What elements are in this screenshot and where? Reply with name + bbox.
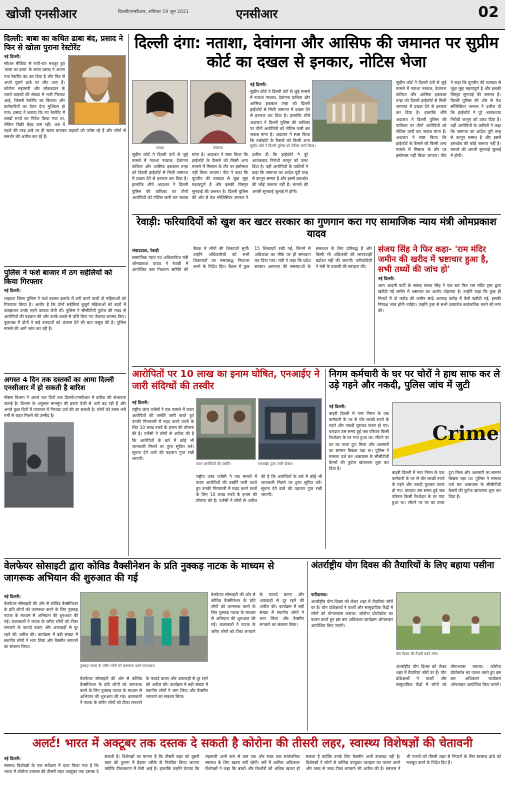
- photo-caption: नुक्कड़ नाटक के जरिए लोगों को जागरूक करते कलाकार।: [80, 664, 156, 668]
- nigam-story-byline: नई दिल्ली।: [329, 403, 346, 409]
- photo-caption: नताशा: [155, 146, 165, 150]
- yoga-story: [311, 561, 501, 572]
- yoga-story-body: अंतर्राष्ट्रीय योग दिवस को लेकर शहर में तैयारियां जोरों पर हैं। योग प्रशिक्षकों ने पार्कों और सामुदायिक केंद्रों में लोगों को योगाभ्यास कराया। कोरोना प्रोटोकॉल का पालन करते हुए इस बार अधिकतर कार्यक्रम ऑनलाइन आयोजित किए जाएंगे।: [396, 664, 501, 688]
- rewari-story-body: सामाजिक न्याय एवं अधिकारिता मंत्री ओमप्रकाश यादव ने रेवाड़ी में आयोजित कष्ट निवारण समिति की बैठक में लोगों की शिकायतें सुनीं। उन्होंने अधिकारियों को सभी शिकायतों का समयबद्ध निपटारा करने के निर्देश दिए। बैठक में कुल 15 शिकायतें रखी गईं, जिनमें से अधिकांश का मौके पर ही समाधान कर दिया गया। मंत्री ने कहा कि प्रदेश सरकार आमजन की समस्याओं के समाधान के लिए प्रतिबद्ध है और किसी भी अधिकारी की लापरवाही बर्दाश्त नहीं की जाएगी। फरियादियों ने मंत्री के प्रयासों की सराहना की।: [132, 246, 372, 273]
- divider: [4, 733, 501, 734]
- baba-photo: [68, 55, 126, 125]
- rewari-story: [132, 217, 501, 241]
- rewari-story-headline: रेवाड़ी: फरियादियों को खुश कर खटर सरकार का गुणगान करा गए सामाजिक न्याय मंत्री ओमप्रकाश यादव: [136, 217, 497, 240]
- masthead: [0, 0, 505, 30]
- page-number: 02: [478, 3, 499, 21]
- photo-caption: योग दिवस की तैयारी करते लोग।: [396, 652, 439, 656]
- sanjay-story-body: आम आदमी पार्टी के सांसद संजय सिंह ने एक बार फिर राम मंदिर ट्रस्ट द्वारा खरीदी गई जमीन में भ्रष्टाचार का आरोप दोहराया है। उन्होंने कहा कि कुछ ही मिनटों में दो करोड़ की जमीन साढ़े अठारह करोड़ में कैसे खरीदी गई, इसकी निष्पक्ष जांच होनी चाहिए। उन्होंने ट्रस्ट से सभी दस्तावेज सार्वजनिक करने की मांग की।: [378, 283, 501, 313]
- nia-story-body: राष्ट्रीय जांच एजेंसी ने एक मामले में फरार आरोपितों की तस्वीरें जारी करते हुए उनकी गिरफ्तारी में मदद करने वालों के लिए 10 लाख रुपये के इनाम की घोषणा की है। एजेंसी ने लोगों से अपील की है कि आरोपितों के बारे में कोई भी जानकारी मिलने पर तुरंत सूचित करें। सूचना देने वाले की पहचान गुप्त रखी जाएगी।: [132, 407, 194, 461]
- left-story: [4, 34, 126, 264]
- vaccine-story-headline: वेलफेयर सोसाइटी द्वारा कोविड वैक्सीनेशन के प्रति नुक्कड़ नाटक के माध्यम से जागरूक अभियान की शुरुआत की गई: [4, 561, 275, 584]
- yoga-story-headline: अंतर्राष्ट्रीय योग दिवस की तैयारियों के लिए बहाया पसीना: [311, 561, 495, 571]
- main-story-text-2: [132, 152, 308, 212]
- vaccine-story: [4, 561, 304, 584]
- covid-alert-story: [4, 736, 501, 750]
- main-story-text-3: [396, 80, 501, 212]
- photo-caption: एनआईए द्वारा जारी पोस्टर।: [258, 462, 294, 466]
- sanjay-story: [378, 244, 501, 364]
- nigam-story-headline: निगम कर्मचारी के घर पर चोरों ने हाथ साफ कर ले उड़े गहने और नकदी, पुलिस जांच में जुटी: [329, 369, 500, 392]
- photo-caption: फरार आरोपितों की तस्वीरें।: [196, 462, 231, 466]
- divider: [132, 214, 501, 215]
- covid-alert-text: [4, 754, 501, 798]
- rain-photo: [4, 422, 74, 508]
- crime-photo: [392, 402, 501, 466]
- aug-story-headline: अगस्त 4 दिन तक दस्तकों का आमा दिल्ली एनसीआर में हो सकती है बारिश: [4, 376, 114, 393]
- column-rule: [307, 561, 308, 731]
- sanjay-story-headline: संजय सिंह ने फिर कहा- 'राम मंदिर जमीन की खरीद में भ्रष्टाचार हुआ है, सभी तथ्यों की जांच हो': [378, 244, 489, 275]
- suspects-photo: [196, 398, 256, 460]
- main-story-byline: नई दिल्ली।: [250, 81, 267, 87]
- yoga-story-text-2: [396, 664, 501, 730]
- crime-photo-text: Crime: [432, 421, 499, 445]
- divider: [4, 558, 501, 559]
- newspaper-logo: खोजी एनसीआर: [6, 7, 77, 21]
- nia-poster-photo: [258, 398, 322, 460]
- main-story-text-1: [250, 80, 310, 142]
- left-story-body: सोशल मीडिया से रातों-रात मशहूर हुए 'बाबा का ढाबा' के कांता प्रसाद ने अपना नया रेस्टोरेंट बंद कर दिया है और फिर से अपने पुराने ढाबे पर लौट आए हैं। कोरोना महामारी और लॉकडाउन के चलते ग्राहकों की संख्या में भारी गिरावट आई, जिससे रेस्टोरेंट का किराया और कर्मचारियों का वेतन देना मुश्किल हो गया। प्रसाद ने बताया कि नए रेस्टोरेंट में लाखों रुपये का निवेश किया गया था, लेकिन बिक्री बेहद कम रही। अब वे पहले की तरह ढाबे पर ही खाना बनाकर ग्राहकों को परोस रहे हैं और लोगों से समर्थन की अपील कर रहे हैं।: [4, 61, 126, 140]
- nia-story-text-2: [196, 474, 322, 548]
- nigam-story-body: बाहरी दिल्ली में नगर निगम के एक कर्मचारी के घर से चोर लाखों रुपये के गहने और नकदी चुराकर फरार हो गए। वारदात उस समय हुई जब परिवार किसी रिश्तेदार के घर गया हुआ था। लौटने पर घर का ताला टूटा मिला और अलमारी का सामान बिखरा पड़ा था। पुलिस ने मामला दर्ज कर आसपास के सीसीटीवी कैमरों की फुटेज खंगालना शुरू कर दिया है।: [392, 470, 501, 506]
- vaccine-story-text-2: [80, 676, 208, 730]
- nigam-story-text: [329, 402, 389, 549]
- police-story-byline: नई दिल्ली।: [4, 288, 21, 294]
- vaccine-story-body: वेलफेयर सोसाइटी की ओर से कोविड वैक्सीनेशन के प्रति लोगों को जागरूक करने के लिए नुक्कड़ नाटक के माध्यम से अभियान की शुरुआत की गई। कलाकारों ने नाटक के जरिए लोगों को टीका लगवाने के फायदे बताए और अफवाहों से दूर रहने की अपील की। कार्यक्रम में बड़ी संख्या में स्थानीय लोगों ने भाग लिया और वैक्सीन लगवाने का संकल्प लिया।: [4, 601, 78, 649]
- nigam-story-body: बाहरी दिल्ली में नगर निगम के एक कर्मचारी के घर से चोर लाखों रुपये के गहने और नकदी चुराकर फरार हो गए। वारदात उस समय हुई जब परिवार किसी रिश्तेदार के घर गया हुआ था। लौटने पर घर का ताला टूटा मिला और अलमारी का सामान बिखरा पड़ा था। पुलिस ने मामला दर्ज कर आसपास के सीसीटीवी कैमरों की फुटेज खंगालना शुरू कर दिया है।: [329, 411, 389, 471]
- street-play-photo: [80, 592, 208, 662]
- nia-story: [132, 369, 322, 392]
- police-story-body: शाहदरा जिला पुलिस ने फर्श बाजार इलाके में ठगी करने वाली दो महिलाओं को गिरफ्तार किया है। आरोप है कि दोनों सहेलियां बुजुर्ग महिलाओं को बातों में उलझाकर उनके गहने उतरवा लेती थीं। पुलिस ने सीसीटीवी फुटेज की मदद से आरोपियों की पहचान की और उनके कब्जे से चोरी किए गए जेवरात बरामद किए। पूछताछ में दोनों ने कई वारदातों को अंजाम देने की बात कबूल की है। पुलिस मामले की आगे जांच कर रही है।: [4, 295, 126, 332]
- covid-alert-body: स्वास्थ्य विशेषज्ञों के एक सर्वेक्षण में दावा किया गया है कि भारत में कोरोना वायरस की तीसरी लहर अक्टूबर तक दस्तक दे सकती है। विशेषज्ञों का मानना है कि तीसरी लहर को दूसरी लहर की तुलना में बेहतर तरीके से नियंत्रित किया जाएगा क्योंकि टीकाकरण में तेजी आई है। हालांकि उन्होंने चेताया कि महामारी अभी कम से कम एक और साल तक सार्वजनिक स्वास्थ्य के लिए खतरा बनी रहेगी। सर्वे में शामिल अधिकतर विशेषज्ञों ने कहा कि बच्चों और किशोरों को अधिक खतरा हो सकता है क्योंकि उनके लिए वैक्सीन अभी उपलब्ध नहीं है। विशेषज्ञों ने लोगों से कोविड उपयुक्त व्यवहार का पालन करने और जल्द से जल्द टीका लगवाने की अपील की है। सरकार ने भी राज्यों को तीसरी लहर से निपटने के लिए स्वास्थ्य ढांचे को मजबूत करने के निर्देश दिए हैं।: [4, 754, 501, 775]
- yoga-photo: [396, 592, 501, 650]
- covid-alert-byline: नई दिल्ली।: [4, 755, 21, 761]
- supreme-court-photo: [312, 80, 392, 142]
- vaccine-story-text: [4, 592, 78, 730]
- devangana-photo: [190, 80, 246, 144]
- column-rule: [128, 34, 129, 556]
- column-rule: [374, 246, 375, 364]
- main-story-body: सुप्रीम कोर्ट ने दिल्ली दंगों से जुड़े मामले में नताशा नरवाल, देवांगना कलिता और आसिफ इकबाल तन्हा को दिल्ली हाईकोर्ट से मिली जमानत में दखल देने से इनकार कर दिया है। हालांकि शीर्ष अदालत ने दिल्ली पुलिस की याचिका पर तीनों आरोपियों को नोटिस जारी कर जवाब मांगा है। अदालत ने स्पष्ट किया कि हाईकोर्ट के फैसले को किसी अन्य: [250, 89, 310, 142]
- yoga-story-byline: फरीदाबाद।: [311, 591, 328, 597]
- yoga-story-text: [311, 590, 393, 730]
- vaccine-story-text-3: [211, 592, 304, 730]
- main-story: [132, 34, 501, 72]
- covid-alert-headline: अलर्ट! भारत में अक्टूबर तक दस्तक दे सकती है कोरोना की तीसरी लहर, स्वास्थ्य विशेषज्ञों की चेतावनी: [32, 736, 473, 750]
- aug-story: [4, 376, 126, 556]
- nigam-story-text-2: [392, 470, 501, 549]
- nia-story-byline: नई दिल्ली।: [132, 399, 149, 405]
- column-rule: [325, 369, 326, 549]
- nigam-story: [329, 369, 501, 392]
- vaccine-story-byline: नई दिल्ली।: [4, 593, 21, 599]
- divider: [132, 366, 501, 367]
- left-story-headline: दिल्ली: बाबा का कथित ढाबा बंद, प्रसाद ने फिर से खोला पुराना रेस्टोरेंट: [4, 34, 123, 53]
- rewari-story-text: [132, 246, 372, 364]
- sanjay-story-byline: नई दिल्ली।: [378, 275, 395, 281]
- rewari-story-byline: संवाददाता, रेवाड़ी: [132, 247, 159, 253]
- section-title: एनसीआर: [236, 7, 278, 21]
- issue-date: दिल्ली/एनसीआर, शनिवार 19 जून 2021: [118, 10, 189, 15]
- natasha-photo: [132, 80, 188, 144]
- divider: [4, 373, 126, 374]
- nia-story-text: [132, 398, 194, 548]
- photo-caption: देवांगना: [213, 146, 223, 150]
- main-story-body: सुप्रीम कोर्ट ने दिल्ली दंगों से जुड़े मामले में नताशा नरवाल, देवांगना कलिता और आसिफ इकबाल तन्हा को दिल्ली हाईकोर्ट से मिली जमानत में दखल देने से इनकार कर दिया है। हालांकि शीर्ष अदालत ने दिल्ली पुलिस की याचिका पर तीनों आरोपियों को नोटिस जारी कर जवाब मांगा है। अदालत ने स्पष्ट किया कि हाईकोर्ट के फैसले को किसी अन्य मामले में मिसाल के तौर पर इस्तेमाल नहीं किया जाएगा। पीठ ने कहा कि यूएपीए की व्याख्या से जुड़ा मुद्दा महत्वपूर्ण है और इसकी विस्तृत सुनवाई की जरूरत है। दिल्ली पुलिस की ओर से पेश सॉलिसिटर जनरल ने दलील दी कि हाईकोर्ट ने पूरे आतंकवाद निरोधी कानून को उलट दिया है। वहीं आरोपियों के वकीलों ने कहा कि जमानत का आदेश पूरी तरह से कानून सम्मत है और इसमें हस्तक्षेप की कोई जरूरत नहीं है। मामले की अगली सुनवाई जुलाई में होगी।: [132, 152, 308, 200]
- photo-caption: सुप्रीम कोर्ट ने दिल्ली पुलिस को नोटिस जारी किया।: [250, 144, 316, 148]
- nia-story-headline: आरोपितों पर 10 लाख का इनाम घोषित, एनआईए ने जारी संदिग्धों की तस्वीर: [132, 369, 320, 392]
- main-story-headline: दिल्ली दंगा: नताशा, देवांगना और आसिफ की जमानत पर सुप्रीम कोर्ट का दखल से इनकार, नोटिस भेजा: [134, 34, 499, 71]
- nia-story-body: राष्ट्रीय जांच एजेंसी ने एक मामले में फरार आरोपितों की तस्वीरें जारी करते हुए उनकी गिरफ्तारी में मदद करने वालों के लिए 10 लाख रुपये के इनाम की घोषणा की है। एजेंसी ने लोगों से अपील की है कि आरोपितों के बारे में कोई भी जानकारी मिलने पर तुरंत सूचित करें। सूचना देने वाले की पहचान गुप्त रखी जाएगी।: [196, 474, 322, 504]
- yoga-story-body: अंतर्राष्ट्रीय योग दिवस को लेकर शहर में तैयारियां जोरों पर हैं। योग प्रशिक्षकों ने पार्कों और सामुदायिक केंद्रों में लोगों को योगाभ्यास कराया। कोरोना प्रोटोकॉल का पालन करते हुए इस बार अधिकतर कार्यक्रम ऑनलाइन आयोजित किए जाएंगे।: [311, 599, 393, 629]
- aug-story-body: मौसम विभाग ने अगले चार दिनों तक दिल्ली-एनसीआर में बारिश की संभावना जताई है। विभाग के अनुसार मानसून की हवाएं तेजी से आगे बढ़ रही हैं और अगले कुछ दिनों में तापमान में गिरावट दर्ज की जा सकती है। लोगों को उमस भरी गर्मी से राहत मिलने की उम्मीद है।: [4, 394, 126, 419]
- vaccine-story-body: वेलफेयर सोसाइटी की ओर से कोविड वैक्सीनेशन के प्रति लोगों को जागरूक करने के लिए नुक्कड़ नाटक के माध्यम से अभियान की शुरुआत की गई। कलाकारों ने नाटक के जरिए लोगों को टीका लगवाने के फायदे बताए और अफवाहों से दूर रहने की अपील की। कार्यक्रम में बड़ी संख्या में स्थानीय लोगों ने भाग लिया और वैक्सीन लगवाने का संकल्प लिया।: [80, 676, 208, 706]
- vaccine-story-body: वेलफेयर सोसाइटी की ओर से कोविड वैक्सीनेशन के प्रति लोगों को जागरूक करने के लिए नुक्कड़ नाटक के माध्यम से अभियान की शुरुआत की गई। कलाकारों ने नाटक के जरिए लोगों को टीका लगवाने के फायदे बताए और अफवाहों से दूर रहने की अपील की। कार्यक्रम में बड़ी संख्या में स्थानीय लोगों ने भाग लिया और वैक्सीन लगवाने का संकल्प लिया।: [211, 592, 304, 634]
- main-story-body: सुप्रीम कोर्ट ने दिल्ली दंगों से जुड़े मामले में नताशा नरवाल, देवांगना कलिता और आसिफ इकबाल तन्हा को दिल्ली हाईकोर्ट से मिली जमानत में दखल देने से इनकार कर दिया है। हालांकि शीर्ष अदालत ने दिल्ली पुलिस की याचिका पर तीनों आरोपियों को नोटिस जारी कर जवाब मांगा है। अदालत ने स्पष्ट किया कि हाईकोर्ट के फैसले को किसी अन्य मामले में मिसाल के तौर पर इस्तेमाल नहीं किया जाएगा। पीठ ने कहा कि यूएपीए की व्याख्या से जुड़ा मुद्दा महत्वपूर्ण है और इसकी विस्तृत सुनवाई की जरूरत है। दिल्ली पुलिस की ओर से पेश सॉलिसिटर जनरल ने दलील दी कि हाईकोर्ट ने पूरे आतंकवाद निरोधी कानून को उलट दिया है। वहीं आरोपियों के वकीलों ने कहा कि जमानत का आदेश पूरी तरह से कानून सम्मत है और इसमें हस्तक्षेप की कोई जरूरत नहीं है। मामले की अगली सुनवाई जुलाई में होगी।: [396, 80, 501, 159]
- police-story-headline: पुलिस ने फर्श बाजार में ठग सहेलियों को किया गिरफ्तार: [4, 269, 113, 286]
- left-story-byline: नई दिल्ली।: [4, 53, 21, 59]
- police-story: [4, 269, 126, 371]
- divider: [4, 266, 126, 267]
